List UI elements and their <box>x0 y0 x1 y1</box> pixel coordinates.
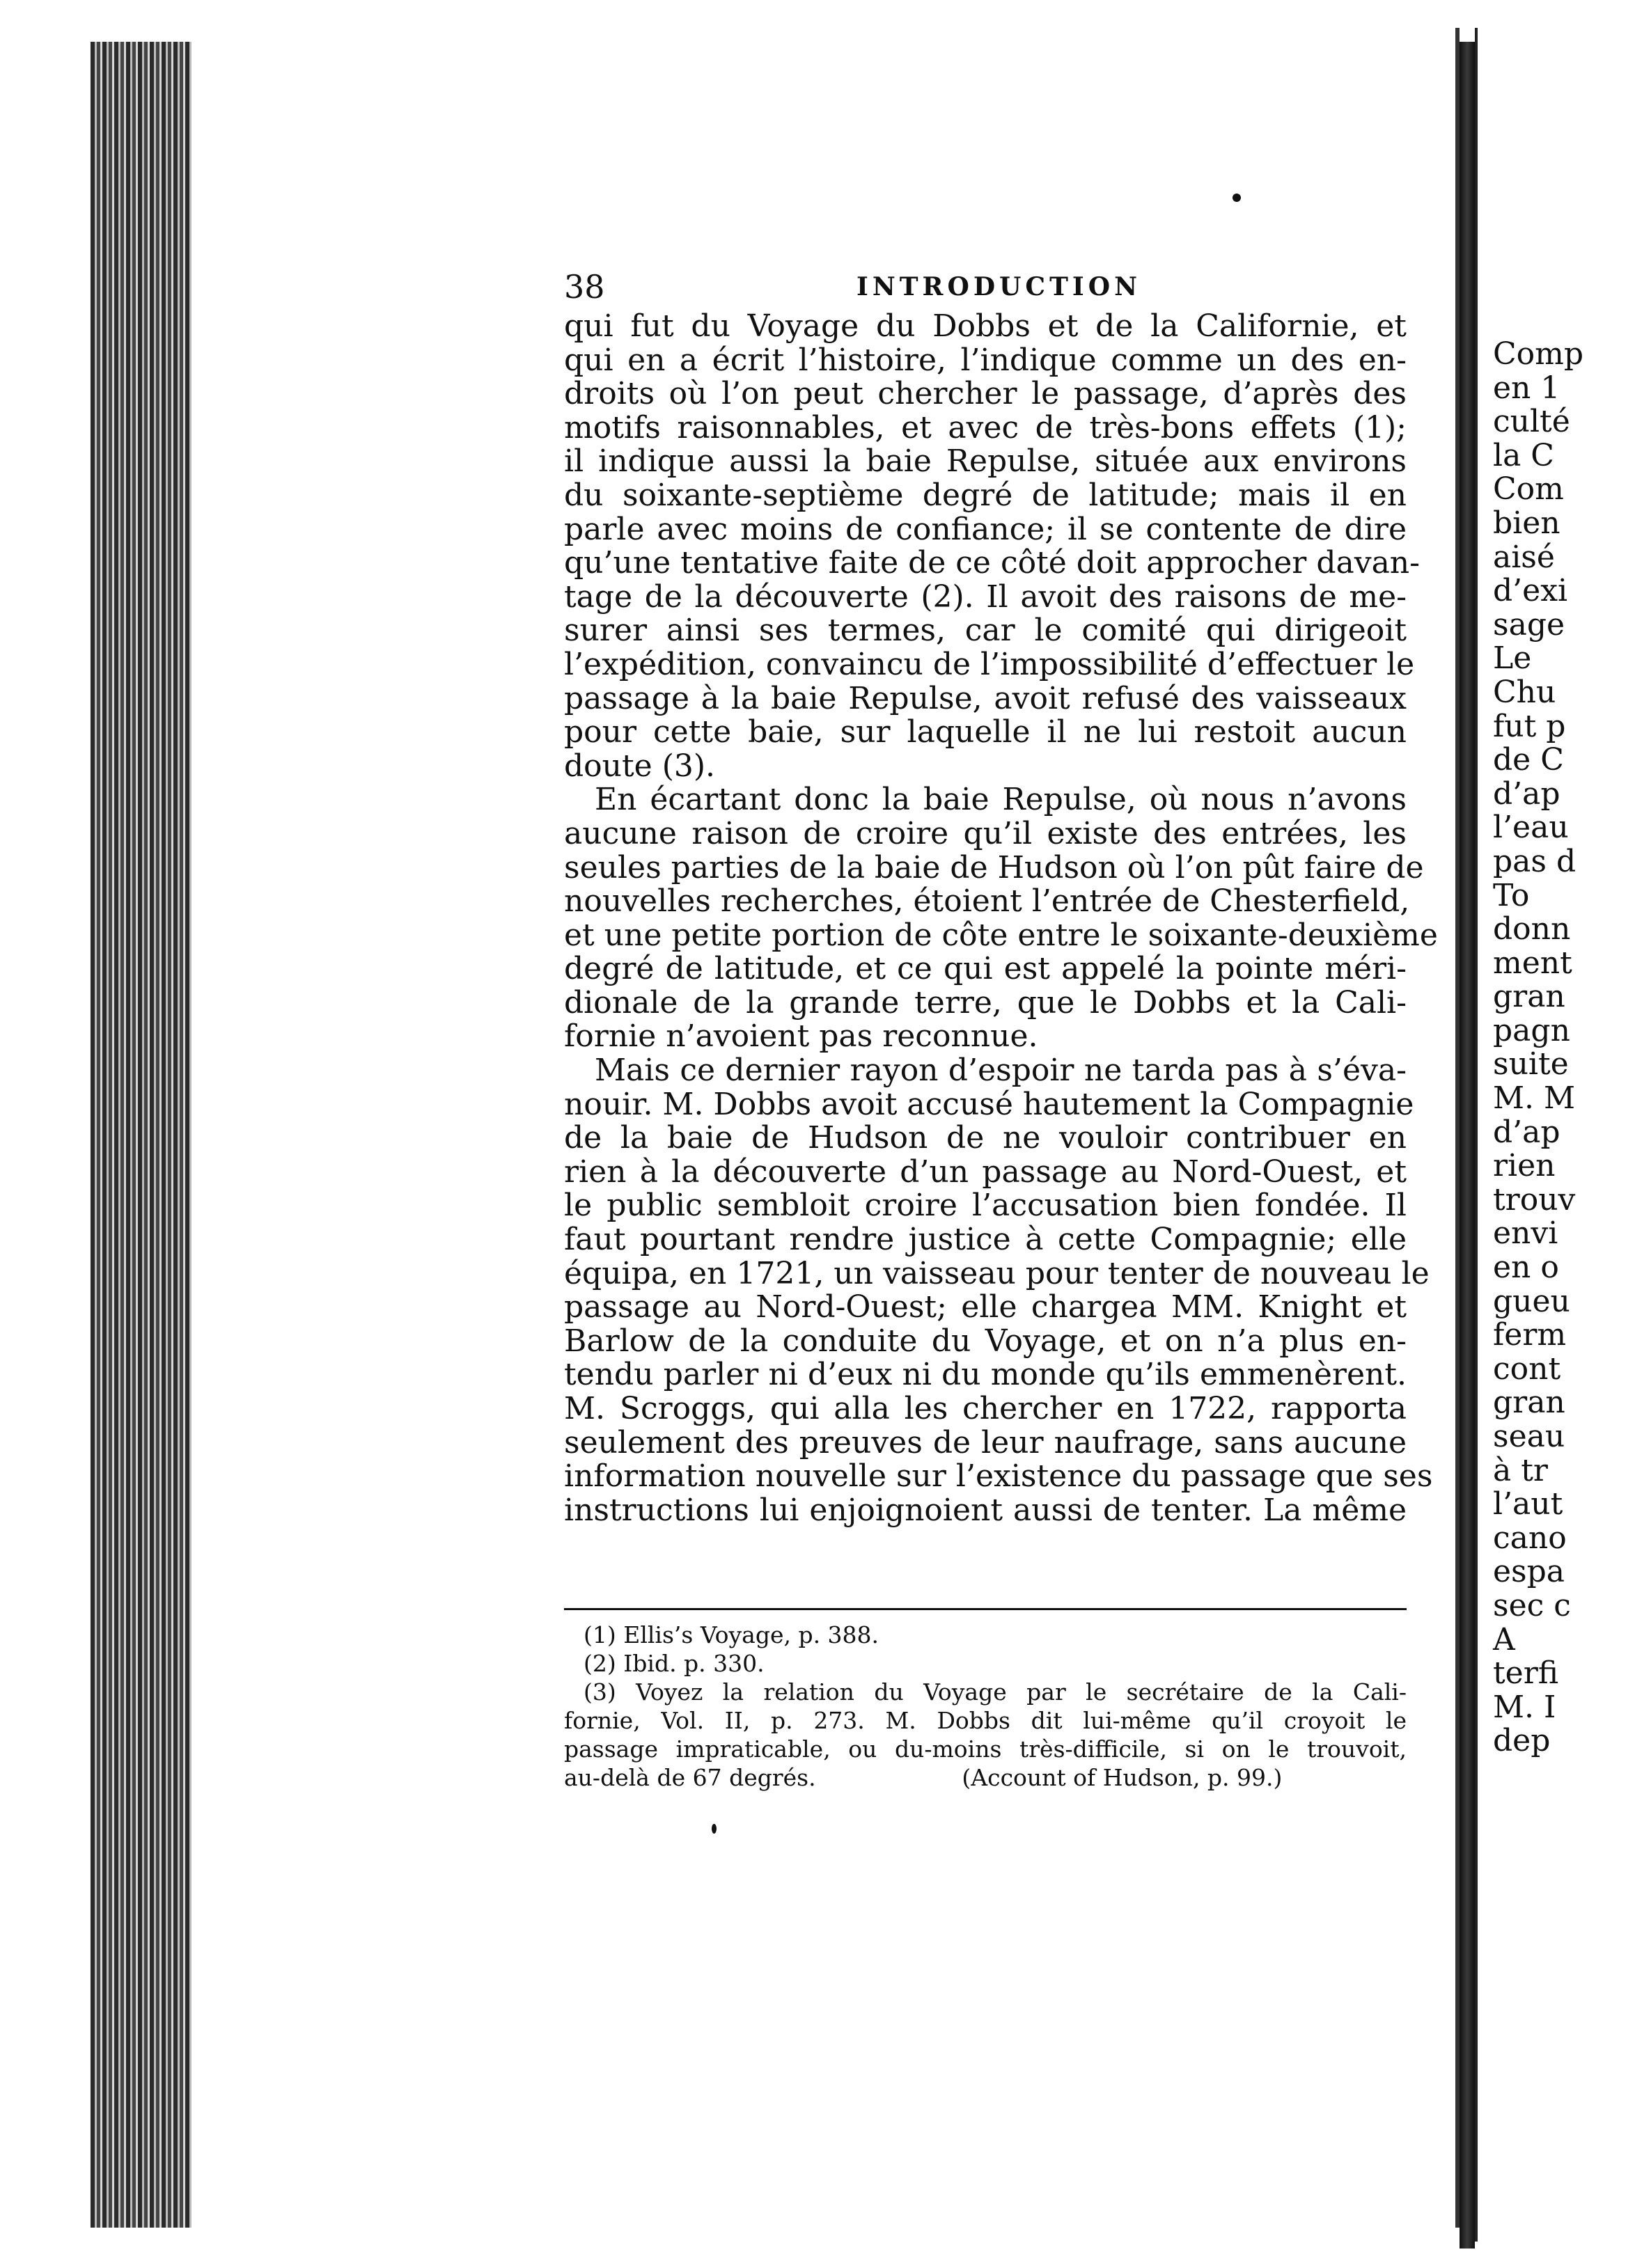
text-line: degré de latitude, et ce qui est appelé la pointe méri- <box>564 951 1407 987</box>
text-line: nouvelles recherches, étoient l’entrée de Chesterfield, <box>564 883 1410 920</box>
text-line: sage <box>1493 606 1565 643</box>
text-line: seules parties de la baie de Hudson où l’on pût faire de <box>564 849 1424 885</box>
text-line: surer ainsi ses termes, car le comité qui dirigeoit <box>564 613 1407 649</box>
text-line: M. M <box>1493 1080 1576 1117</box>
text-line: l’aut <box>1493 1486 1563 1522</box>
text-line: d’ap <box>1493 1114 1560 1150</box>
footnote-line: (1) Ellis’s Voyage, p. 388. <box>584 1621 879 1648</box>
text-line: passage au Nord-Ouest; elle chargea MM. Knight et <box>564 1289 1407 1325</box>
text-line: M. I <box>1493 1689 1556 1725</box>
text-line: aisé <box>1493 539 1555 575</box>
text-line: de la baie de Hudson de ne vouloir contribuer en <box>564 1120 1407 1156</box>
text-line: Chu <box>1493 674 1556 710</box>
footnote-line: fornie, Vol. II, p. 273. M. Dobbs dit lui-même qu’il croyoit le <box>564 1707 1407 1734</box>
text-line: Le <box>1493 640 1532 677</box>
text-line: A <box>1493 1621 1515 1657</box>
text-line: équipa, en 1721, un vaisseau pour tenter de nouveau le <box>564 1255 1430 1291</box>
text-line: pour cette baie, sur laquelle il ne lui restoit aucun <box>564 714 1407 750</box>
text-line: parle avec moins de confiance; il se contente de dire <box>564 511 1407 547</box>
text-line: Mais ce dernier rayon d’espoir ne tarda pas à s’éva- <box>595 1053 1407 1089</box>
text-line: envi <box>1493 1215 1558 1252</box>
book-gutter <box>1460 42 1475 2249</box>
footnotes <box>564 1621 1407 1792</box>
text-line: il indique aussi la baie Repulse, située aux environs <box>564 443 1407 480</box>
text-line: doute (3). <box>564 748 716 784</box>
text-line: suite <box>1493 1046 1569 1082</box>
text-line: qui fut du Voyage du Dobbs et de la Californie, et <box>564 308 1407 344</box>
text-line: dionale de la grande terre, que le Dobbs et la Cali- <box>564 984 1407 1021</box>
text-line: tendu parler ni d’eux ni du monde qu’ils emmenèrent. <box>564 1357 1407 1393</box>
text-line: à tr <box>1493 1452 1548 1488</box>
text-line: seulement des preuves de leur naufrage, sans aucune <box>564 1424 1407 1460</box>
page-header <box>564 268 1414 310</box>
text-line: pas d <box>1493 843 1577 879</box>
text-line: la C <box>1493 437 1554 473</box>
text-line: cont <box>1493 1350 1561 1387</box>
text-line: bien <box>1493 505 1560 541</box>
text-line: gran <box>1493 1385 1565 1421</box>
text-line: en 1 <box>1493 370 1560 406</box>
text-line: trouv <box>1493 1181 1576 1218</box>
text-line: Comp <box>1493 336 1584 372</box>
text-line: du soixante-septième degré de latitude; mais il en <box>564 477 1407 513</box>
footnote-line: (3) Voyez la relation du Voyage par le secrétaire de la Cali- <box>584 1678 1407 1706</box>
text-line: qu’une tentative faite de ce côté doit approcher davan- <box>564 545 1421 581</box>
text-line: d’exi <box>1493 573 1568 609</box>
text-line: fut p <box>1493 708 1566 744</box>
text-line: tage de la découverte (2). Il avoit des raisons de me- <box>564 578 1407 615</box>
text-line: sec c <box>1493 1587 1571 1623</box>
right-page-fragment <box>1475 28 1635 2242</box>
text-line: l’eau <box>1493 810 1569 846</box>
right-page-text <box>1493 338 1583 1758</box>
text-line: donn <box>1493 911 1571 947</box>
page-number: 38 <box>564 268 605 306</box>
text-line: droits où l’on peut chercher le passage, d’après des <box>564 376 1407 412</box>
footnote-line: passage impraticable, ou du-moins très-difficile, si on le trouvoit, <box>564 1735 1407 1763</box>
text-line: en o <box>1493 1250 1559 1286</box>
text-line: motifs raisonnables, et avec de très-bons effets (1); <box>564 409 1407 446</box>
text-line: fornie n’avoient pas reconnue. <box>564 1018 1038 1055</box>
text-line: culté <box>1493 404 1570 440</box>
text-line: dep <box>1493 1723 1551 1759</box>
footnote-line: (2) Ibid. p. 330. <box>584 1650 765 1677</box>
text-line: gran <box>1493 979 1565 1015</box>
text-line: pagn <box>1493 1012 1570 1048</box>
text-line: nouir. M. Dobbs avoit accusé hautement la Compagnie <box>564 1086 1414 1122</box>
text-line: de C <box>1493 742 1564 778</box>
text-line: passage à la baie Repulse, avoit refusé des vaisseaux <box>564 680 1407 716</box>
text-line: ferm <box>1493 1317 1567 1353</box>
text-line: d’ap <box>1493 775 1560 812</box>
text-line: rien <box>1493 1148 1556 1184</box>
body-text <box>564 308 1438 1528</box>
text-line: le public sembloit croire l’accusation bien fondée. Il <box>564 1188 1407 1224</box>
text-line: instructions lui enjoignoient aussi de tenter. La même <box>564 1492 1407 1528</box>
text-line: information nouvelle sur l’existence du passage que ses <box>564 1458 1433 1495</box>
text-line: Com <box>1493 471 1564 507</box>
text-line: ment <box>1493 945 1572 981</box>
text-line: seau <box>1493 1419 1565 1454</box>
text-line: rien à la découverte d’un passage au Nord-Ouest, et <box>564 1153 1407 1190</box>
text-line: terfi <box>1493 1655 1559 1692</box>
ink-speck <box>712 1824 717 1834</box>
footnote-rule <box>564 1608 1407 1610</box>
footnote-line: au-delà de 67 degrés. (Account of Hudson, p. 99.) <box>564 1764 1283 1791</box>
text-line: cano <box>1493 1520 1567 1556</box>
text-line: gueu <box>1493 1283 1570 1319</box>
text-line: Barlow de la conduite du Voyage, et on n’a plus en- <box>564 1323 1407 1359</box>
text-line: aucune raison de croire qu’il existe des entrées, les <box>564 815 1407 851</box>
text-line: l’expédition, convaincu de l’impossibilité d’effectuer le <box>564 646 1415 682</box>
text-line: espa <box>1493 1554 1565 1590</box>
text-line: qui en a écrit l’histoire, l’indique comme un des en- <box>564 342 1407 378</box>
book-page-edges <box>91 42 194 2228</box>
ink-speck <box>1233 194 1241 202</box>
text-line: En écartant donc la baie Repulse, où nous n’avons <box>595 782 1407 818</box>
text-line: faut pourtant rendre justice à cette Compagnie; elle <box>564 1222 1407 1258</box>
text-line: M. Scroggs, qui alla les chercher en 1722, rapporta <box>564 1391 1407 1426</box>
running-title: INTRODUCTION <box>856 272 1141 301</box>
text-line: To <box>1493 877 1530 913</box>
text-line: et une petite portion de côte entre le soixante-deuxième <box>564 917 1438 953</box>
